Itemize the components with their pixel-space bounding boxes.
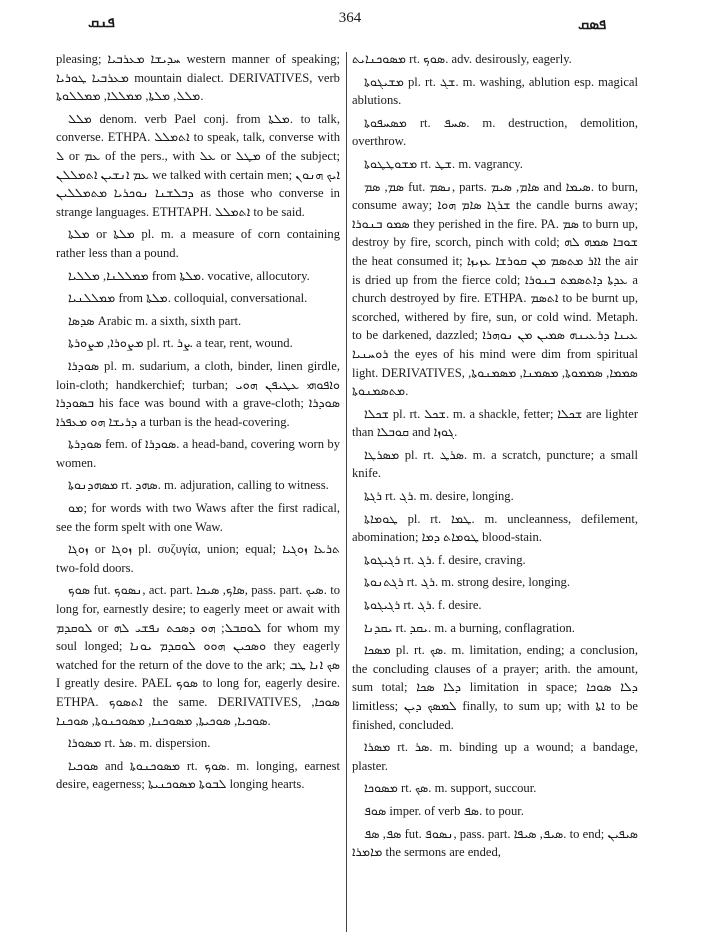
dictionary-entry: ܛܘܡܐܬܐ pl. rt. ܛܡܐ. m. uncleanness, defilement, abomination; ܛܘܡܐܬ ܕܡܐ blood-stain.	[352, 511, 638, 545]
running-header	[0, 0, 704, 40]
dictionary-entry: ܡܠܬܐ or ܡܠܬܐ pl. m. a measure of corn containing rather less than a pound.	[56, 227, 340, 260]
dictionary-entry: ܡܫܘܛܛܘܬܐ rt. ܫܛ. m. vagrancy.	[364, 156, 523, 171]
dictionary-entry: ܣܦ, ܣܦ fut. ܢܣܘܦ, pass. part. ܣܝܦ, ܣܝܦܐ. to end; ܣܝܦܝܢ ܡܐܡܪܐ the sermons are ended,	[352, 826, 638, 860]
dictionary-entry: ܡܫܝܓܘܬܐ pl. rt. ܫܓ. m. washing, ablution esp. magical ablutions.	[352, 74, 638, 108]
dictionary-entry: ܡܡܠܠܢܝܐ from ܡܠܬܐ. colloquial, conversational.	[68, 291, 308, 306]
right-running-head: ܦܣܩ	[578, 17, 607, 33]
dictionary-entry: ܙܘܓܐ or ܙܘܓܐ pl. συζυγία, union; equal; ܬܪܥܐ ܙܘܓܝܐ two-fold doors.	[56, 542, 340, 575]
dictionary-entry: ܡܠܠ denom. verb Pael conj. from ܡܠܬܐ. to talk, converse. ETHPA. ܐܬܡܠܠ to speak, talk, converse with ܠ or ܥܡ of the pers., with ܥܠ or ܡܛܠ of the subject; ܥܡ ܐܢܫܝܢ ܐܬܡܠܠܢ we talked with certain men; ܐܝܟ ܗܢܘܢ ܕܒܠܫܢܐ ܢܘܟܪܝܐ ܡܬܡܠܠܝܢ as those who converse in strange languages. ETHTAPH. ܐܬܡܠܠ to be said.	[56, 111, 340, 219]
dictionary-entry: ܣܡ, ܣܡ fut. ܢܣܡ, parts. ܣܐܡ, ܣܝܡ and ܣܝܡܐ. to burn, consume away; ܫܪܓܐ ܣܐܡ ܗܘܐ the candle burns away; ܣܡܘ ܒܢܘܪܐ they perished in the fire. PA. ܣܡ to burn up, destroy by fire, scorch, pinch with cold; ܫܘܒܐ ܣܡܗ ܠܗ the heat consumed it; ܐܐܪ ܡܬܣܡ ܡܢ ܩܘܪܫܐ ܥܙܝܙܐ the air is dried up from the fierce cold; ܥܕܬܐ ܕܐܬܣܡܬ ܒܢܘܪܐ a church destroyed by fire. ETHPA. ܐܬܣܡ to be burnt up, scorched, withered by fire, sun, or cold wind. Metaph. to be darkened, dazzled; ܥܝܢܐ ܕܪܥܝܢܗ ܣܡܝܢ ܡܢ ܢܘܗܪܐ ܪܘܚܢܝܐ the eyes of his mind were dim from spiritual light. DERIVATIVES, ܣܡܡܐ, ܣܡܡܘܬܐ, ܡܣܡܢܐ, ܡܣܡܢܘܬܐ, ܡܬܣܡܢܘܬܐ.	[352, 179, 639, 399]
dictionary-entry: ܣܘܟܝܐ and ܡܣܘܟܢܘܬܐ rt. ܣܘܟ. m. longing, earnest desire, eagerness; ܠܒܘܬܐ ܡܣܘܟܢܝܬܐ longing hearts.	[56, 758, 340, 792]
right-column	[352, 50, 638, 866]
dictionary-entry: ܪܓܬܢܘܬܐ rt. ܪܓ. m. strong desire, longing.	[364, 575, 570, 590]
dictionary-entry: ܣܘܕܪܐ pl. m. sudarium, a cloth, binder, linen girdle, loin-cloth; handkerchief; turban; ܘܐܦܘܗܝ ܥܛܝܦܢ ܗܘܝ ܒܣܘܕܪܐ his face was bound with a grave-cloth; ܣܘܕܪܐ ܕܪܝܫܐ ܗܘ ܡܥܦܪܐ a turban is the head-covering.	[56, 358, 340, 429]
dictionary-entry: ܡܘ; for words with two Waws after the first radical, see the form spelt with one Waw.	[56, 501, 340, 534]
dictionary-entry: ܪܓܝܓܘܬܐ rt. ܪܓ. f. desire.	[364, 598, 482, 613]
dictionary-entry: ܡܣܘܟܢܐܝܬ rt. ܣܘܟ. adv. desirously, eagerly.	[352, 52, 572, 66]
dictionary-entry: ܡܣܟܐ pl. rt. ܣܟ. m. limitation, ending; a conclusion, the concluding clauses of a prayer; arith. the amount, sum total; ܕܠܐ ܣܟܐ limitation in space; ܕܠܐ ܣܘܟܐ limitless; ܠܡܣܟ ܕܝܢ finally, to sum up; with ܐܬܐ to be finished, concluded.	[352, 643, 638, 732]
dictionary-entry: ܡܣܚܦܘܬܐ rt. ܣܚܦ. m. destruction, demolition, overthrow.	[352, 115, 638, 149]
left-running-head: ܦܢܩ	[88, 15, 115, 31]
dictionary-entry: pleasing; ܚܕܝܫܐ ܡܥܪܒܝܐ western manner of speaking; ܡܥܪܒܝܐ ܛܘܪܝܐ mountain dialect. DERIVATIVES, verb ܡܠܠ, ܡܠܬܐ, ܡܡܠܠܐ, ܡܡܠܠܘܬܐ.	[56, 52, 341, 104]
dictionary-entry: ܡܨܘܪܐ, ܡܨܘܪܬܐ pl. rt. ܨܪ. a tear, rent, wound.	[68, 336, 293, 351]
dictionary-entry: ܣܘܦ imper. of verb ܣܦ. to pour.	[364, 803, 524, 818]
page-number: 364	[338, 10, 362, 26]
dictionary-entry: ܡܣܪܐ rt. ܣܪ. m. binding up a wound; a bandage, plaster.	[352, 740, 639, 773]
dictionary-entry: ܡܣܗܕܢܘܬܐ rt. ܣܗܕ. m. adjuration, calling to witness.	[68, 478, 329, 493]
dictionary-entry: ܫܟܠܐ pl. rt. ܫܟܠ. m. a shackle, fetter; ܫܟܠܐ are lighter than ܩܘܒܠܐ and ܓܘܙܐ.	[352, 406, 639, 440]
dictionary-entry: ܡܣܘܪܐ rt. ܣܪ. m. dispersion.	[68, 736, 211, 751]
dictionary-entry: ܡܡܠܠܢܐ, ܡܠܠܝܐ from ܡܠܬܐ. vocative, allocutory.	[68, 268, 310, 283]
dictionary-entry: ܡܣܪܛܐ pl. rt. ܣܪܛ. m. a scratch, puncture; a small knife.	[352, 447, 638, 481]
dictionary-entry: ܣܘܟ fut. ܢܣܘܟ, act. part. ܣܐܟ, ܣܝܟܐ, pass. part. ܣܝܟ. to long for, earnestly desire; to eagerly meet or await with ܠܘܩܕܡ or ܠܘܩܒܠ; ܗܘ ܕܣܟܬ ܢܦܫܝ ܠܗ for whom my soul longed; ܘܣܟܝܢ ܗܘܘ ܠܘܩܕܡ ܝܘܢܐ they eagerly watched for the return of the dove to the ark; ܣܟ ܐܢܐ ܛܒ I greatly desire. PAEL ܣܘܟ to long for, eagerly desire. ETHPA. ܐܬܣܘܟ the same. DERIVATIVES, ܣܘܟܐ, ܣܘܟܝܐ, ܣܘܟܝܬܐ, ܡܣܘܟܢܐ, ܡܣܘܟܢܘܬܐ, ܣܘܟܢܐ.	[56, 583, 340, 728]
dictionary-entry: ܪܓܝܓܘܬܐ rt. ܪܓ. f. desire, craving.	[364, 552, 526, 567]
dictionary-entry: ܣܘܕܪܬܐ fem. of ܣܘܕܪܐ. a head-band, covering worn by women.	[56, 437, 340, 470]
column-divider	[346, 52, 347, 932]
dictionary-entry: ܝܩܕܢܐ rt. ܝܩܕ. m. a burning, conflagration.	[364, 620, 575, 635]
dictionary-entry: ܡܣܘܟܐ rt. ܣܟ. m. support, succour.	[364, 781, 537, 796]
dictionary-entry: ܣܕܣܐ Arabic m. a sixth, sixth part.	[68, 313, 242, 328]
dictionary-entry: ܪܓܬܐ rt. ܪܓ. m. desire, longing.	[364, 489, 514, 504]
left-column	[56, 50, 340, 798]
